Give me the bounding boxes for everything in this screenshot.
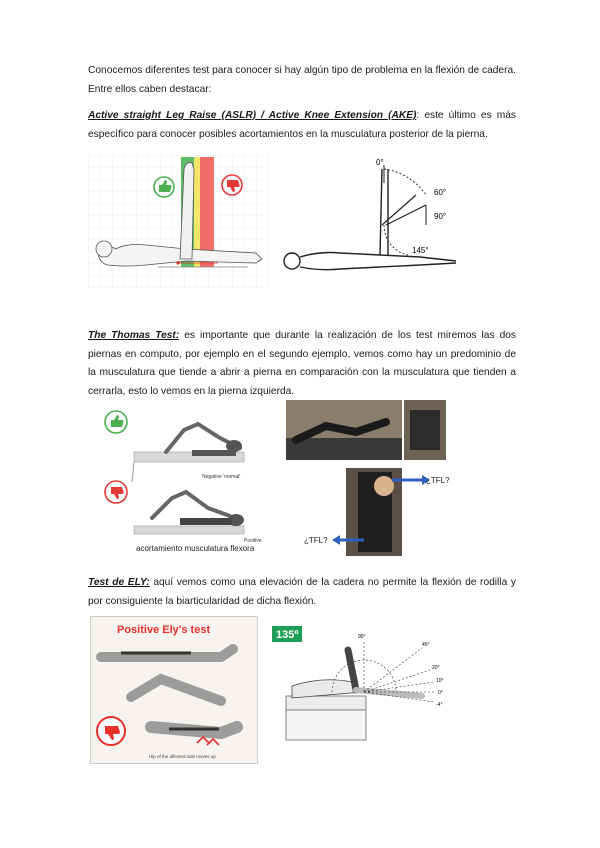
- ely-poster-title: Positive Ely's test: [117, 624, 211, 636]
- thomas-illustration: [96, 400, 274, 556]
- aslr-angle-60: 60°: [434, 188, 447, 197]
- aslr-angle-diagram: [276, 155, 464, 283]
- aslr-angle-0: 0°: [376, 158, 384, 167]
- aslr-body: : este último es más específico para conocer posibles acortamientos en la musculatura posterior de la pierna.: [88, 110, 516, 140]
- aslr-photo-figure: [88, 155, 270, 289]
- thomas-paragraph: [88, 327, 516, 401]
- ely-angle-neg4: -4°: [436, 702, 443, 708]
- ely-body: aquí vemos como una elevación de la cadera no permite la flexión de rodilla y por consiguiente la biarticularidad de dicha flexión.: [88, 577, 516, 607]
- thomas-photos: [286, 400, 456, 560]
- aslr-angle-90: 90°: [434, 212, 447, 221]
- ely-poster: [90, 616, 258, 764]
- ely-paragraph: [88, 574, 516, 611]
- tfl-label-right: ¿TFL?: [426, 476, 450, 485]
- thomas-caption: acortamiento musculatura flexora: [136, 544, 255, 553]
- ely-angle-diagram: [272, 626, 462, 746]
- ely-heading: Test de ELY:: [88, 577, 150, 588]
- intro-text: Conocemos diferentes test para conocer si hay algún tipo de problema en la flexión de cadera. Entre ellos caben destacar:: [88, 65, 516, 95]
- ely-poster-note: Hip of the affected side moves up: [149, 754, 216, 759]
- ely-angle-90: 90°: [358, 634, 366, 640]
- thomas-negative-label: Negative 'normal': [202, 474, 241, 480]
- intro-paragraph: [88, 62, 516, 99]
- ely-badge: 135º: [276, 629, 299, 641]
- thomas-body: es importante que durante la realización de los test miremos las dos piernas en computo, por ejemplo en el segundo ejemplo, vemos como hay un predominio de la musculatura que tiende a abrir a pierna en comparación con la musculatura que tienden a cerrarla, esto lo vemos en la pierna izquierda.: [88, 330, 517, 397]
- aslr-angle-145: 145°: [412, 246, 429, 255]
- ely-angle-20: 20°: [432, 665, 440, 671]
- ely-angle-0: 0°: [438, 690, 443, 696]
- aslr-heading: Active straight Leg Raise (ASLR) / Active Knee Extension (AKE): [88, 110, 417, 121]
- thomas-heading: The Thomas Test:: [88, 330, 180, 341]
- ely-angle-45: 45°: [422, 642, 430, 648]
- tfl-label-left: ¿TFL?: [304, 536, 328, 545]
- thomas-positive-label: Positive: [244, 538, 262, 544]
- aslr-paragraph: [88, 107, 516, 144]
- ely-angle-10: 10°: [436, 678, 444, 684]
